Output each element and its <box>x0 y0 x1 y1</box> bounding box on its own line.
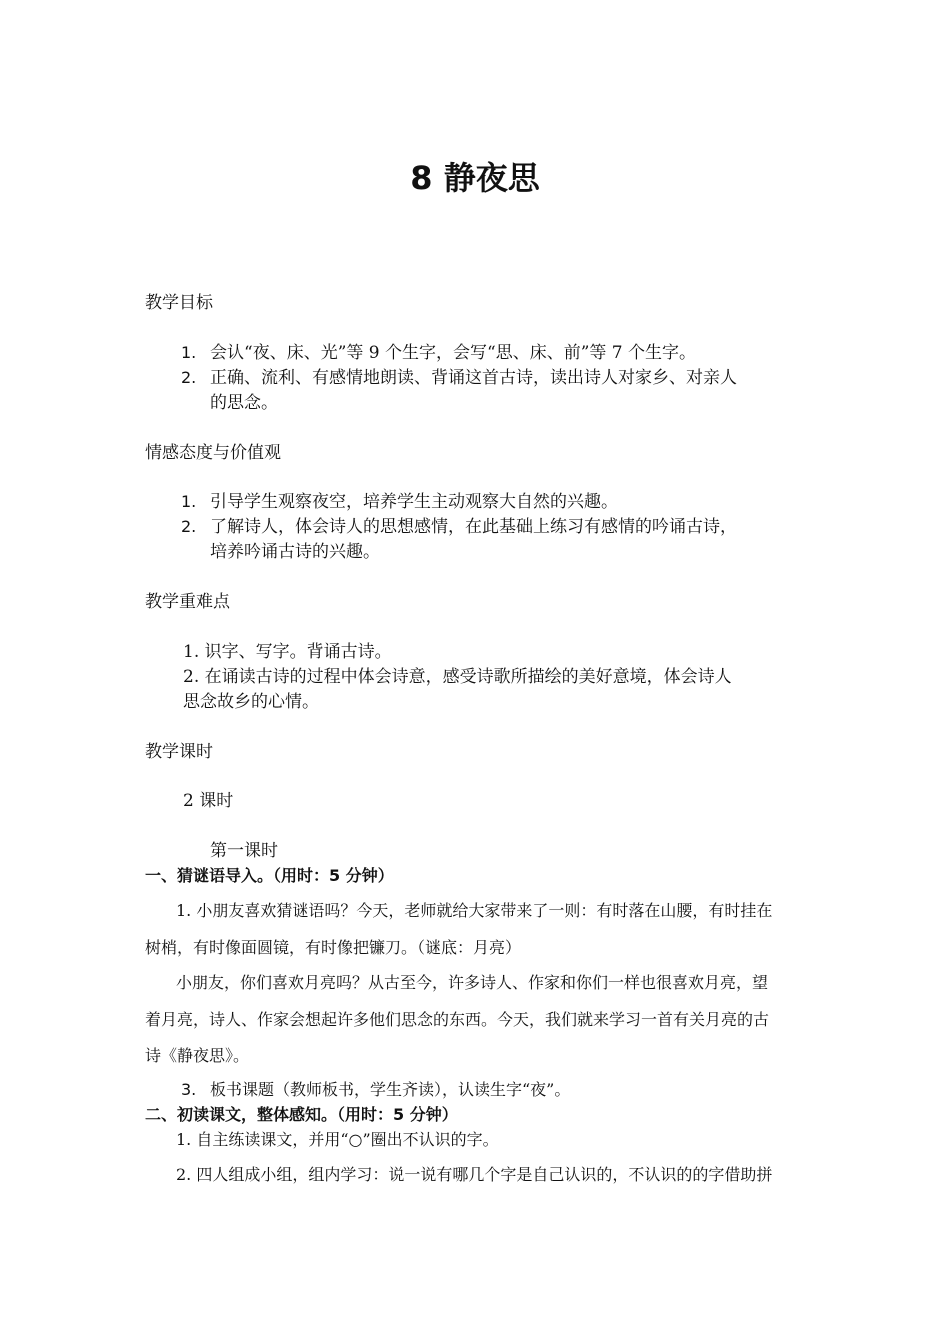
periods-value: 2 课时 <box>183 791 234 811</box>
keypoint-line: 思念故乡的心情。 <box>183 692 319 712</box>
keypoint-line: 1. 识字、写字。背诵古诗。 <box>183 642 392 662</box>
keypoint-line: 2. 在诵读古诗的过程中体会诗意，感受诗歌所描绘的美好意境，体会诗人 <box>183 667 732 687</box>
paragraph-line: 1. 自主练读课文，并用“○”圈出不认识的字。 <box>176 1130 499 1149</box>
section-heading-periods: 教学课时 <box>145 742 213 762</box>
list-number: 1. <box>181 492 197 511</box>
part-heading-2: 二、初读课文，整体感知。（用时：5 分钟） <box>145 1105 458 1124</box>
list-item: 引导学生观察夜空，培养学生主动观察大自然的兴趣。 <box>210 492 618 512</box>
list-number: 1. <box>181 343 197 362</box>
list-number: 3. <box>181 1080 197 1099</box>
list-item: 板书课题（教师板书，学生齐读），认读生字“夜”。 <box>210 1080 571 1099</box>
section-heading-goals: 教学目标 <box>145 293 213 313</box>
page-title: 8 静夜思 <box>410 159 540 197</box>
paragraph-line: 树梢，有时像面圆镜，有时像把镰刀。（谜底：月亮） <box>145 938 522 957</box>
paragraph-line: 小朋友，你们喜欢月亮吗？从古至今，许多诗人、作家和你们一样也很喜欢月亮，望 <box>176 973 769 992</box>
section-heading-values: 情感态度与价值观 <box>145 443 281 463</box>
paragraph-line: 着月亮，诗人、作家会想起许多他们思念的东西。今天，我们就来学习一首有关月亮的古 <box>145 1010 770 1029</box>
paragraph-line: 1. 小朋友喜欢猜谜语吗？今天，老师就给大家带来了一则：有时落在山腰，有时挂在 <box>176 901 773 920</box>
list-item-continuation: 培养吟诵古诗的兴趣。 <box>210 542 380 562</box>
list-item: 了解诗人，体会诗人的思想感情，在此基础上练习有感情的吟诵古诗， <box>210 517 737 537</box>
paragraph-line: 2. 四人组成小组，组内学习：说一说有哪几个字是自己认识的，不认识的的字借助拼 <box>176 1165 773 1184</box>
list-number: 2. <box>181 368 197 387</box>
list-item: 会认“夜、床、光”等 9 个生字，会写“思、床、前”等 7 个生字。 <box>210 343 697 363</box>
period-label: 第一课时 <box>210 841 278 861</box>
paragraph-line: 诗《静夜思》。 <box>145 1046 250 1065</box>
list-number: 2. <box>181 517 197 536</box>
list-item: 正确、流利、有感情地朗读、背诵这首古诗，读出诗人对家乡、对亲人 <box>210 368 737 388</box>
list-item-continuation: 的思念。 <box>210 393 278 413</box>
part-heading-1: 一、猜谜语导入。（用时：5 分钟） <box>145 866 394 885</box>
section-heading-keypoints: 教学重难点 <box>145 592 230 612</box>
